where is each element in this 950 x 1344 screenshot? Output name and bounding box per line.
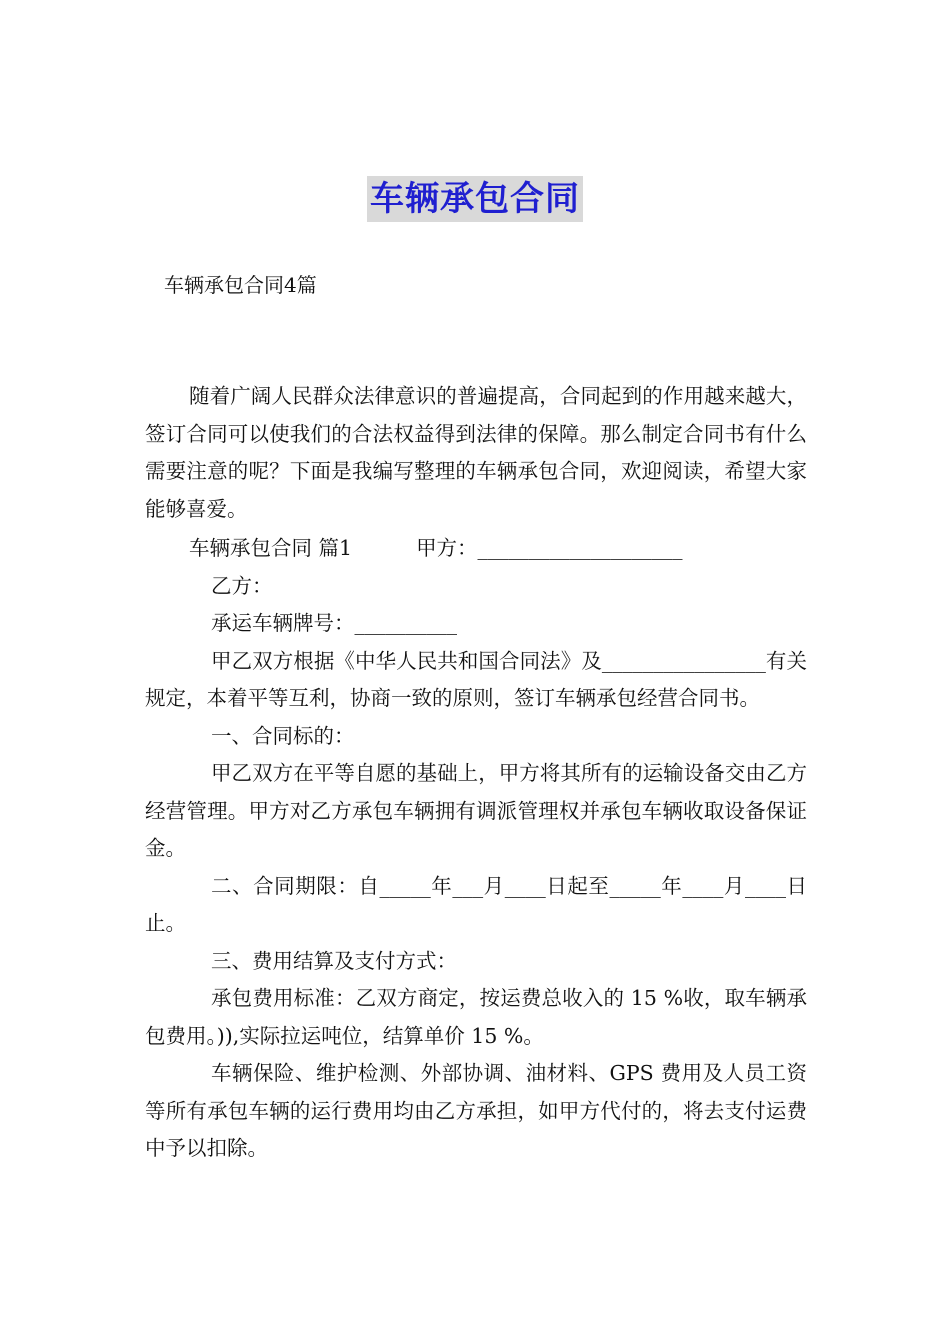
item-3-costs-paragraph: 车辆保险、维护检测、外部协调、油材料、GPS 费用及人员工资等所有承包车辆的运行费用均由乙方承担，如甲方代付的，将去支付运费中予以扣除。 [145,1061,807,1160]
party-b-line: 乙方： [211,573,273,598]
section-1-line [145,530,807,568]
document-subtitle: 车辆承包合同4篇 [164,273,317,297]
item-1-heading: 一、合同标的： [211,723,355,748]
item-2-paragraph: 二、合同期限：自_____年___月____日起至_____年____月____日止。 [145,873,807,935]
item-3-heading: 三、费用结算及支付方式： [211,948,457,973]
document-title: 车辆承包合同 [367,176,583,222]
intro-paragraph: 随着广阔人民群众法律意识的普遍提高，合同起到的作用越来越大，签订合同可以使我们的合法权益得到法律的保障。那么制定合同书有什么需要注意的呢？下面是我编写整理的车辆承包合同，欢迎阅读，希望大家能够喜爱。 [145,384,807,521]
section-1-heading: 车辆承包合同 篇1 [189,536,353,560]
basis-paragraph: 甲乙双方根据《中华人民共和国合同法》及________________有关规定，本着平等互利，协商一致的原则，签订车辆承包经营合同书。 [145,648,807,710]
item-1-paragraph: 甲乙双方在平等自愿的基础上，甲方将其所有的运输设备交由乙方经营管理。甲方对乙方承包车辆拥有调派管理权并承包车辆收取设备保证金。 [145,761,807,860]
party-a-line: 甲方：____________________ [416,536,683,560]
document-body [145,378,807,1168]
item-3-fee-paragraph: 承包费用标准：乙双方商定，按运费总收入的 15 %收，取车辆承包费用。)),实际拉运吨位，结算单价 15 %。 [145,986,807,1048]
plate-number-line: 承运车辆牌号：__________ [211,611,457,635]
title-block [0,176,950,222]
